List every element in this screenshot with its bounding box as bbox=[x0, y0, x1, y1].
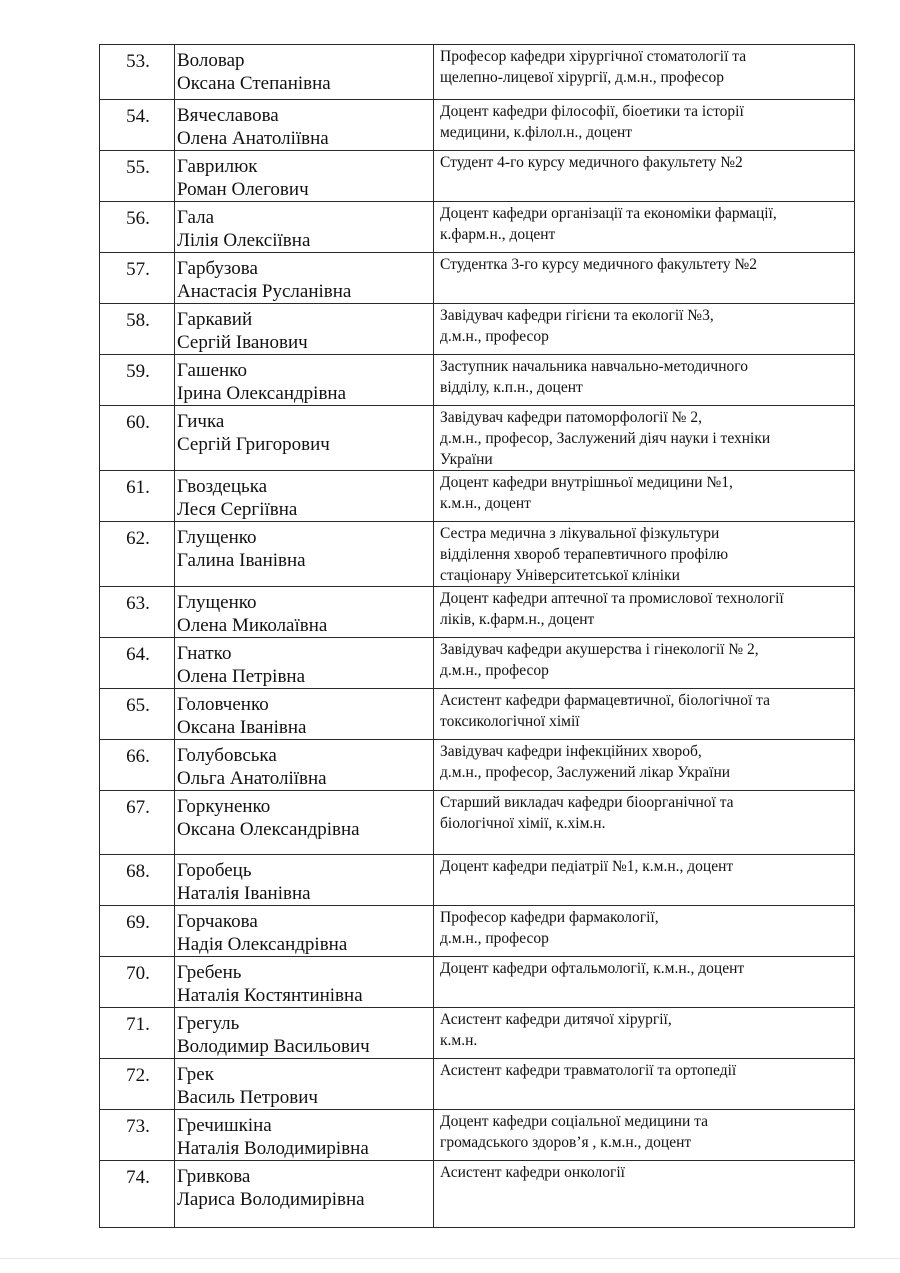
row-number: 70. bbox=[100, 957, 175, 1008]
row-number: 73. bbox=[100, 1110, 175, 1161]
person-name-cell bbox=[175, 45, 434, 100]
position-text-line: Асистент кафедри дитячої хірургії, bbox=[440, 1011, 672, 1028]
position-text-line: Професор кафедри хірургічної стоматології та bbox=[440, 48, 747, 65]
position-text-line: д.м.н., професор bbox=[440, 328, 549, 345]
position-text-line: Асистент кафедри онкології bbox=[440, 1164, 625, 1181]
person-surname: Воловар bbox=[177, 50, 245, 71]
person-given-names: Ольга Анатоліївна bbox=[177, 768, 327, 789]
row-number: 62. bbox=[100, 522, 175, 587]
position-cell bbox=[434, 1008, 855, 1059]
person-given-names: Сергій Іванович bbox=[177, 332, 308, 353]
table-row bbox=[100, 253, 855, 304]
person-name-cell bbox=[175, 855, 434, 906]
person-surname: Грегуль bbox=[177, 1013, 240, 1034]
row-number: 63. bbox=[100, 587, 175, 638]
table-row bbox=[100, 855, 855, 906]
position-text-line: ліків, к.фарм.н., доцент bbox=[440, 611, 595, 628]
person-surname: Вячеславова bbox=[177, 105, 279, 126]
position-text-line: громадського здоров’я , к.м.н., доцент bbox=[440, 1134, 692, 1151]
position-text-line: Доцент кафедри філософії, біоетики та історії bbox=[440, 103, 744, 120]
row-number: 55. bbox=[100, 151, 175, 202]
table-row bbox=[100, 1161, 855, 1228]
row-number: 72. bbox=[100, 1059, 175, 1110]
table-row bbox=[100, 587, 855, 638]
row-number: 66. bbox=[100, 740, 175, 791]
row-number: 58. bbox=[100, 304, 175, 355]
position-text-line: Доцент кафедри педіатрії №1, к.м.н., доцент bbox=[440, 858, 734, 875]
position-cell bbox=[434, 1110, 855, 1161]
row-number: 65. bbox=[100, 689, 175, 740]
person-given-names: Василь Петрович bbox=[177, 1087, 318, 1108]
table-row bbox=[100, 45, 855, 100]
position-text-line: Асистент кафедри фармацевтичної, біологічної та bbox=[440, 692, 771, 709]
person-surname: Голубовська bbox=[177, 745, 277, 766]
position-text-line: Доцент кафедри аптечної та промислової технології bbox=[440, 590, 784, 607]
position-text-line: к.м.н., доцент bbox=[440, 495, 531, 512]
position-cell bbox=[434, 522, 855, 587]
table-row bbox=[100, 638, 855, 689]
person-given-names: Оксана Іванівна bbox=[177, 717, 307, 738]
position-text-line: д.м.н., професор, Заслужений лікар України bbox=[440, 764, 731, 781]
position-text-line: Завідувач кафедри акушерства і гінекології № 2, bbox=[440, 641, 759, 658]
person-given-names: Олена Миколаївна bbox=[177, 615, 328, 636]
position-text-line: Студентка 3-го курсу медичного факультету №2 bbox=[440, 256, 757, 273]
person-surname: Гаврилюк bbox=[177, 156, 258, 177]
row-number: 61. bbox=[100, 471, 175, 522]
position-text-line: відділення хвороб терапевтичного профілю bbox=[440, 546, 729, 563]
position-text-line: д.м.н., професор bbox=[440, 662, 549, 679]
position-cell bbox=[434, 791, 855, 855]
table-row bbox=[100, 689, 855, 740]
person-surname: Горчакова bbox=[177, 911, 258, 932]
position-text-line: к.м.н. bbox=[440, 1032, 478, 1049]
position-cell bbox=[434, 740, 855, 791]
position-cell bbox=[434, 1161, 855, 1228]
person-given-names: Надія Олександрівна bbox=[177, 934, 348, 955]
person-name-cell bbox=[175, 253, 434, 304]
person-surname: Гречишкіна bbox=[177, 1115, 272, 1136]
person-given-names: Наталія Володимирівна bbox=[177, 1138, 369, 1159]
person-surname: Гала bbox=[177, 207, 215, 228]
person-name-cell bbox=[175, 100, 434, 151]
table-row bbox=[100, 740, 855, 791]
position-text-line: Доцент кафедри організації та економіки фармації, bbox=[440, 205, 777, 222]
person-surname: Гаркавий bbox=[177, 309, 253, 330]
person-surname: Горкуненко bbox=[177, 796, 271, 817]
position-cell bbox=[434, 253, 855, 304]
person-surname: Гичка bbox=[177, 411, 225, 432]
person-given-names: Оксана Олександрівна bbox=[177, 819, 360, 840]
position-cell bbox=[434, 151, 855, 202]
staff-table-body bbox=[100, 45, 855, 1228]
table-row bbox=[100, 202, 855, 253]
person-surname: Гребень bbox=[177, 962, 242, 983]
row-number: 56. bbox=[100, 202, 175, 253]
person-given-names: Наталія Костянтинівна bbox=[177, 985, 363, 1006]
position-cell bbox=[434, 304, 855, 355]
person-given-names: Роман Олегович bbox=[177, 179, 309, 200]
position-cell bbox=[434, 355, 855, 406]
row-number: 74. bbox=[100, 1161, 175, 1228]
person-surname: Гнатко bbox=[177, 643, 232, 664]
position-cell bbox=[434, 957, 855, 1008]
person-name-cell bbox=[175, 202, 434, 253]
person-name-cell bbox=[175, 1059, 434, 1110]
position-cell bbox=[434, 906, 855, 957]
person-surname: Гарбузова bbox=[177, 258, 258, 279]
table-row bbox=[100, 1059, 855, 1110]
person-name-cell bbox=[175, 740, 434, 791]
person-given-names: Володимир Васильович bbox=[177, 1036, 370, 1057]
person-name-cell bbox=[175, 638, 434, 689]
person-surname: Грек bbox=[177, 1064, 214, 1085]
person-name-cell bbox=[175, 304, 434, 355]
table-row bbox=[100, 791, 855, 855]
table-row bbox=[100, 522, 855, 587]
table-row bbox=[100, 151, 855, 202]
table-row bbox=[100, 1008, 855, 1059]
row-number: 69. bbox=[100, 906, 175, 957]
table-row bbox=[100, 304, 855, 355]
position-text-line: д.м.н., професор, Заслужений діяч науки і техніки bbox=[440, 430, 771, 447]
row-number: 60. bbox=[100, 406, 175, 471]
row-number: 67. bbox=[100, 791, 175, 855]
person-surname: Глущенко bbox=[177, 527, 257, 548]
position-text-line: Заступник начальника навчально-методичного bbox=[440, 358, 748, 375]
row-number: 54. bbox=[100, 100, 175, 151]
person-surname: Гашенко bbox=[177, 360, 247, 381]
table-row bbox=[100, 406, 855, 471]
row-number: 68. bbox=[100, 855, 175, 906]
position-cell bbox=[434, 406, 855, 471]
table-row bbox=[100, 957, 855, 1008]
person-name-cell bbox=[175, 522, 434, 587]
position-text-line: щелепно-лицевої хірургії, д.м.н., професор bbox=[440, 69, 724, 86]
position-cell bbox=[434, 1059, 855, 1110]
position-text-line: стаціонару Університетської клініки bbox=[440, 567, 680, 584]
position-text-line: д.м.н., професор bbox=[440, 930, 549, 947]
row-number: 59. bbox=[100, 355, 175, 406]
position-text-line: Доцент кафедри соціальної медицини та bbox=[440, 1113, 708, 1130]
position-text-line: Завідувач кафедри інфекційних хвороб, bbox=[440, 743, 702, 760]
table-row bbox=[100, 100, 855, 151]
position-text-line: Доцент кафедри внутрішньої медицини №1, bbox=[440, 474, 733, 491]
page-edge-line bbox=[0, 1258, 900, 1259]
position-text-line: Професор кафедри фармакології, bbox=[440, 909, 659, 926]
person-name-cell bbox=[175, 957, 434, 1008]
row-number: 71. bbox=[100, 1008, 175, 1059]
staff-table bbox=[99, 44, 855, 1228]
position-cell bbox=[434, 45, 855, 100]
person-given-names: Наталія Іванівна bbox=[177, 883, 311, 904]
position-text-line: відділу, к.п.н., доцент bbox=[440, 379, 583, 396]
table-row bbox=[100, 1110, 855, 1161]
position-text-line: к.фарм.н., доцент bbox=[440, 226, 556, 243]
position-text-line: Асистент кафедри травматології та ортопедії bbox=[440, 1062, 737, 1079]
table-row bbox=[100, 355, 855, 406]
person-given-names: Олена Петрівна bbox=[177, 666, 306, 687]
table-row bbox=[100, 906, 855, 957]
person-name-cell bbox=[175, 355, 434, 406]
person-surname: Горобець bbox=[177, 860, 252, 881]
position-text-line: Завідувач кафедри патоморфології № 2, bbox=[440, 409, 702, 426]
person-given-names: Лариса Володимирівна bbox=[177, 1189, 365, 1210]
position-text-line: Завідувач кафедри гігієни та екології №3, bbox=[440, 307, 714, 324]
person-name-cell bbox=[175, 1008, 434, 1059]
row-number: 53. bbox=[100, 45, 175, 100]
person-given-names: Анастасія Русланівна bbox=[177, 281, 352, 302]
position-cell bbox=[434, 100, 855, 151]
person-given-names: Оксана Степанівна bbox=[177, 73, 331, 94]
person-given-names: Леся Сергіївна bbox=[177, 499, 298, 520]
position-cell bbox=[434, 638, 855, 689]
row-number: 57. bbox=[100, 253, 175, 304]
position-text-line: Сестра медична з лікувальної фізкультури bbox=[440, 525, 720, 542]
position-cell bbox=[434, 689, 855, 740]
position-cell bbox=[434, 471, 855, 522]
person-surname: Гвоздецька bbox=[177, 476, 268, 497]
person-name-cell bbox=[175, 406, 434, 471]
position-cell bbox=[434, 202, 855, 253]
person-name-cell bbox=[175, 587, 434, 638]
position-text-line: Старший викладач кафедри біоорганічної та bbox=[440, 794, 734, 811]
person-surname: Головченко bbox=[177, 694, 269, 715]
person-given-names: Галина Іванівна bbox=[177, 550, 306, 571]
person-name-cell bbox=[175, 1110, 434, 1161]
person-name-cell bbox=[175, 1161, 434, 1228]
row-number: 64. bbox=[100, 638, 175, 689]
person-given-names: Олена Анатоліївна bbox=[177, 128, 329, 149]
person-given-names: Сергій Григорович bbox=[177, 434, 330, 455]
person-given-names: Лілія Олексіївна bbox=[177, 230, 311, 251]
person-name-cell bbox=[175, 151, 434, 202]
position-text-line: України bbox=[440, 451, 493, 468]
position-text-line: Студент 4-го курсу медичного факультету №2 bbox=[440, 154, 743, 171]
position-text-line: медицини, к.філол.н., доцент bbox=[440, 124, 633, 141]
person-name-cell bbox=[175, 471, 434, 522]
person-name-cell bbox=[175, 791, 434, 855]
position-cell bbox=[434, 587, 855, 638]
position-cell bbox=[434, 855, 855, 906]
position-text-line: токсикологічної хімії bbox=[440, 713, 580, 730]
person-name-cell bbox=[175, 906, 434, 957]
table-row bbox=[100, 471, 855, 522]
person-surname: Гривкова bbox=[177, 1166, 251, 1187]
position-text-line: Доцент кафедри офтальмології, к.м.н., доцент bbox=[440, 960, 745, 977]
person-given-names: Ірина Олександрівна bbox=[177, 383, 347, 404]
person-name-cell bbox=[175, 689, 434, 740]
position-text-line: біологічної хімії, к.хім.н. bbox=[440, 815, 606, 832]
person-surname: Глущенко bbox=[177, 592, 257, 613]
